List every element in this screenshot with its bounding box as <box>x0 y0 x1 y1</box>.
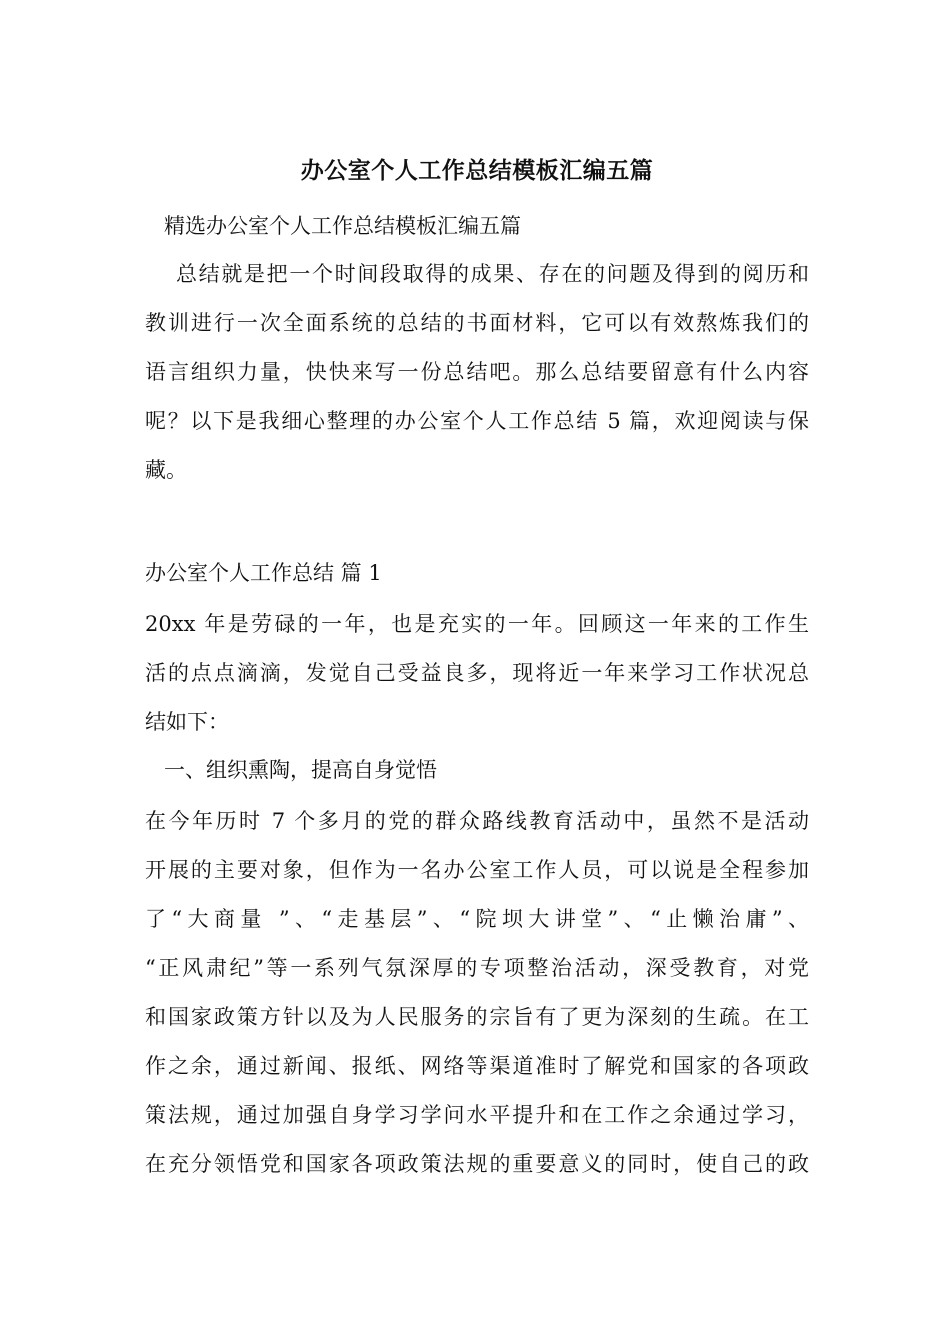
subsection-paragraph <box>145 797 809 1189</box>
document-page <box>145 0 809 1344</box>
paragraph-line: 和国家政策方针以及为人民服务的宗旨有了更为深刻的生疏。在工 <box>145 1005 809 1029</box>
section-heading: 办公室个人工作总结 篇 1 <box>145 561 382 585</box>
paragraph-line: 策法规，通过加强自身学习学问水平提升和在工作之余通过学习， <box>145 1103 809 1127</box>
paragraph-line: 在今年历时 7 个多月的党的群众路线教育活动中，虽然不是活动 <box>145 809 809 833</box>
intro-line: 藏。 <box>145 458 187 482</box>
paragraph-line: “正风肃纪”等一系列气氛深厚的专项整治活动，深受教育，对党 <box>145 956 809 980</box>
intro-paragraph <box>145 250 809 495</box>
intro-line: 呢？以下是我细心整理的办公室个人工作总结 5 篇，欢迎阅读与保 <box>145 409 809 433</box>
paragraph-line: 结如下： <box>145 710 229 734</box>
paragraph-line: 活的点点滴滴，发觉自己受益良多，现将近一年来学习工作状况总 <box>145 661 809 685</box>
section-paragraph <box>145 600 809 747</box>
intro-line: 语言组织力量，快快来写一份总结吧。那么总结要留意有什么内容 <box>145 360 809 384</box>
intro-line: 教训进行一次全面系统的总结的书面材料，它可以有效熬炼我们的 <box>145 311 809 335</box>
paragraph-line: 了“大商量 ”、“走基层”、“院坝大讲堂”、“止懒治庸”、 <box>145 907 809 931</box>
paragraph-line: 作之余，通过新闻、报纸、网络等渠道准时了解党和国家的各项政 <box>145 1054 809 1078</box>
document-title: 办公室个人工作总结模板汇编五篇 <box>300 157 654 184</box>
paragraph-line: 开展的主要对象，但作为一名办公室工作人员，可以说是全程参加 <box>145 858 809 882</box>
paragraph-line: 20xx 年是劳碌的一年，也是充实的一年。回顾这一年来的工作生 <box>145 612 809 636</box>
document-subtitle: 精选办公室个人工作总结模板汇编五篇 <box>164 214 521 238</box>
subsection-heading: 一、组织熏陶，提高自身觉悟 <box>164 758 437 782</box>
paragraph-line: 在充分领悟党和国家各项政策法规的重要意义的同时，使自己的政 <box>145 1152 809 1176</box>
intro-line: 总结就是把一个时间段取得的成果、存在的问题及得到的阅历和 <box>145 262 809 286</box>
